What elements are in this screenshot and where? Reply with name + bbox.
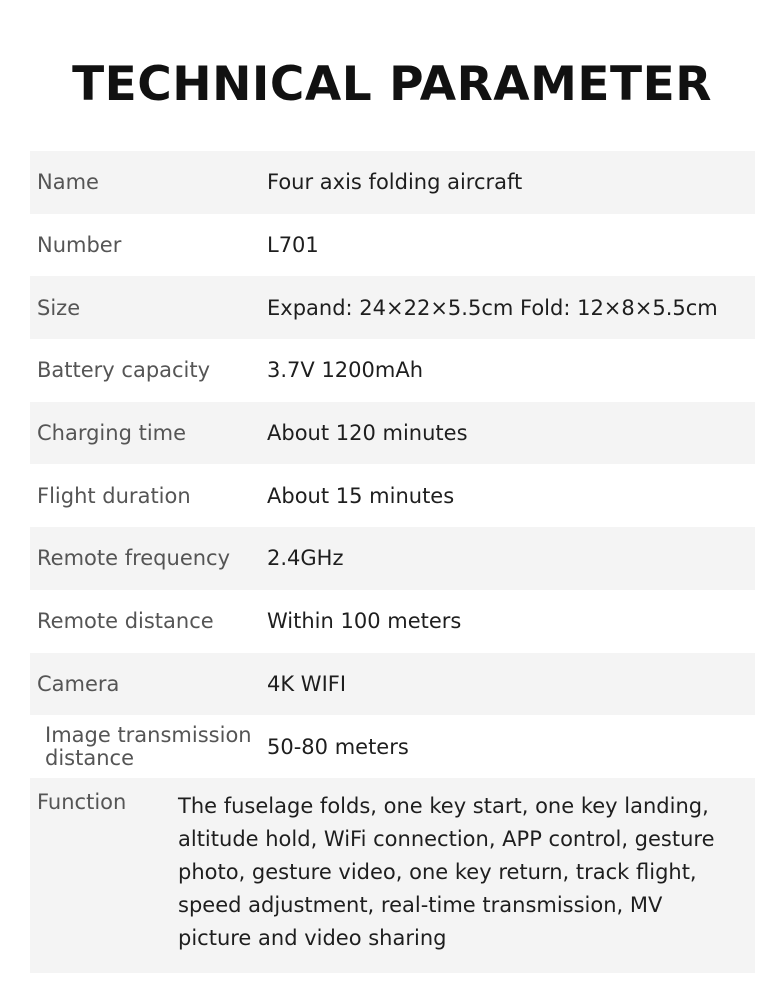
row-value: About 15 minutes [267,483,455,508]
table-row-charging [30,402,755,465]
row-value: About 120 minutes [267,421,468,446]
row-value: Expand: 24×22×5.5cm Fold: 12×8×5.5cm [267,295,718,320]
row-label: Camera [37,671,120,696]
row-label: Number [37,233,122,258]
row-label: Name [37,170,99,195]
table-row-function [30,778,755,973]
row-value: L701 [267,233,319,258]
row-value: 3.7V 1200mAh [267,358,424,383]
row-value: 2.4GHz [267,546,344,571]
table-row-name [30,151,755,214]
page-title: TECHNICAL PARAMETER [72,57,712,112]
parameter-table [30,151,755,973]
row-label: Charging time [37,421,187,446]
table-row-flight-duration [30,464,755,527]
row-value: Four axis folding aircraft [267,170,523,195]
table-row-camera [30,653,755,716]
table-row-battery [30,339,755,402]
row-value: 4K WIFI [267,671,347,696]
row-label: Image transmission distance [45,722,252,770]
table-row-image-transmission [30,715,755,778]
row-value: Within 100 meters [267,609,462,634]
row-label: Remote distance [37,609,214,634]
table-row-size [30,276,755,339]
row-value: The fuselage folds, one key start, one key landing, altitude hold, WiFi connection, APP control, gesture photo, gesture video, one key return, track flight, speed adjustment, real-time transmission, MV picture and video sharing [178,793,715,950]
row-label: Flight duration [37,483,191,508]
table-row-number [30,214,755,277]
row-label: Remote frequency [37,546,231,571]
table-row-remote-frequency [30,527,755,590]
row-label: Function [37,789,127,814]
row-label: Size [37,295,81,320]
row-value: 50-80 meters [267,734,409,759]
row-label: Battery capacity [37,358,211,383]
table-row-remote-distance [30,590,755,653]
